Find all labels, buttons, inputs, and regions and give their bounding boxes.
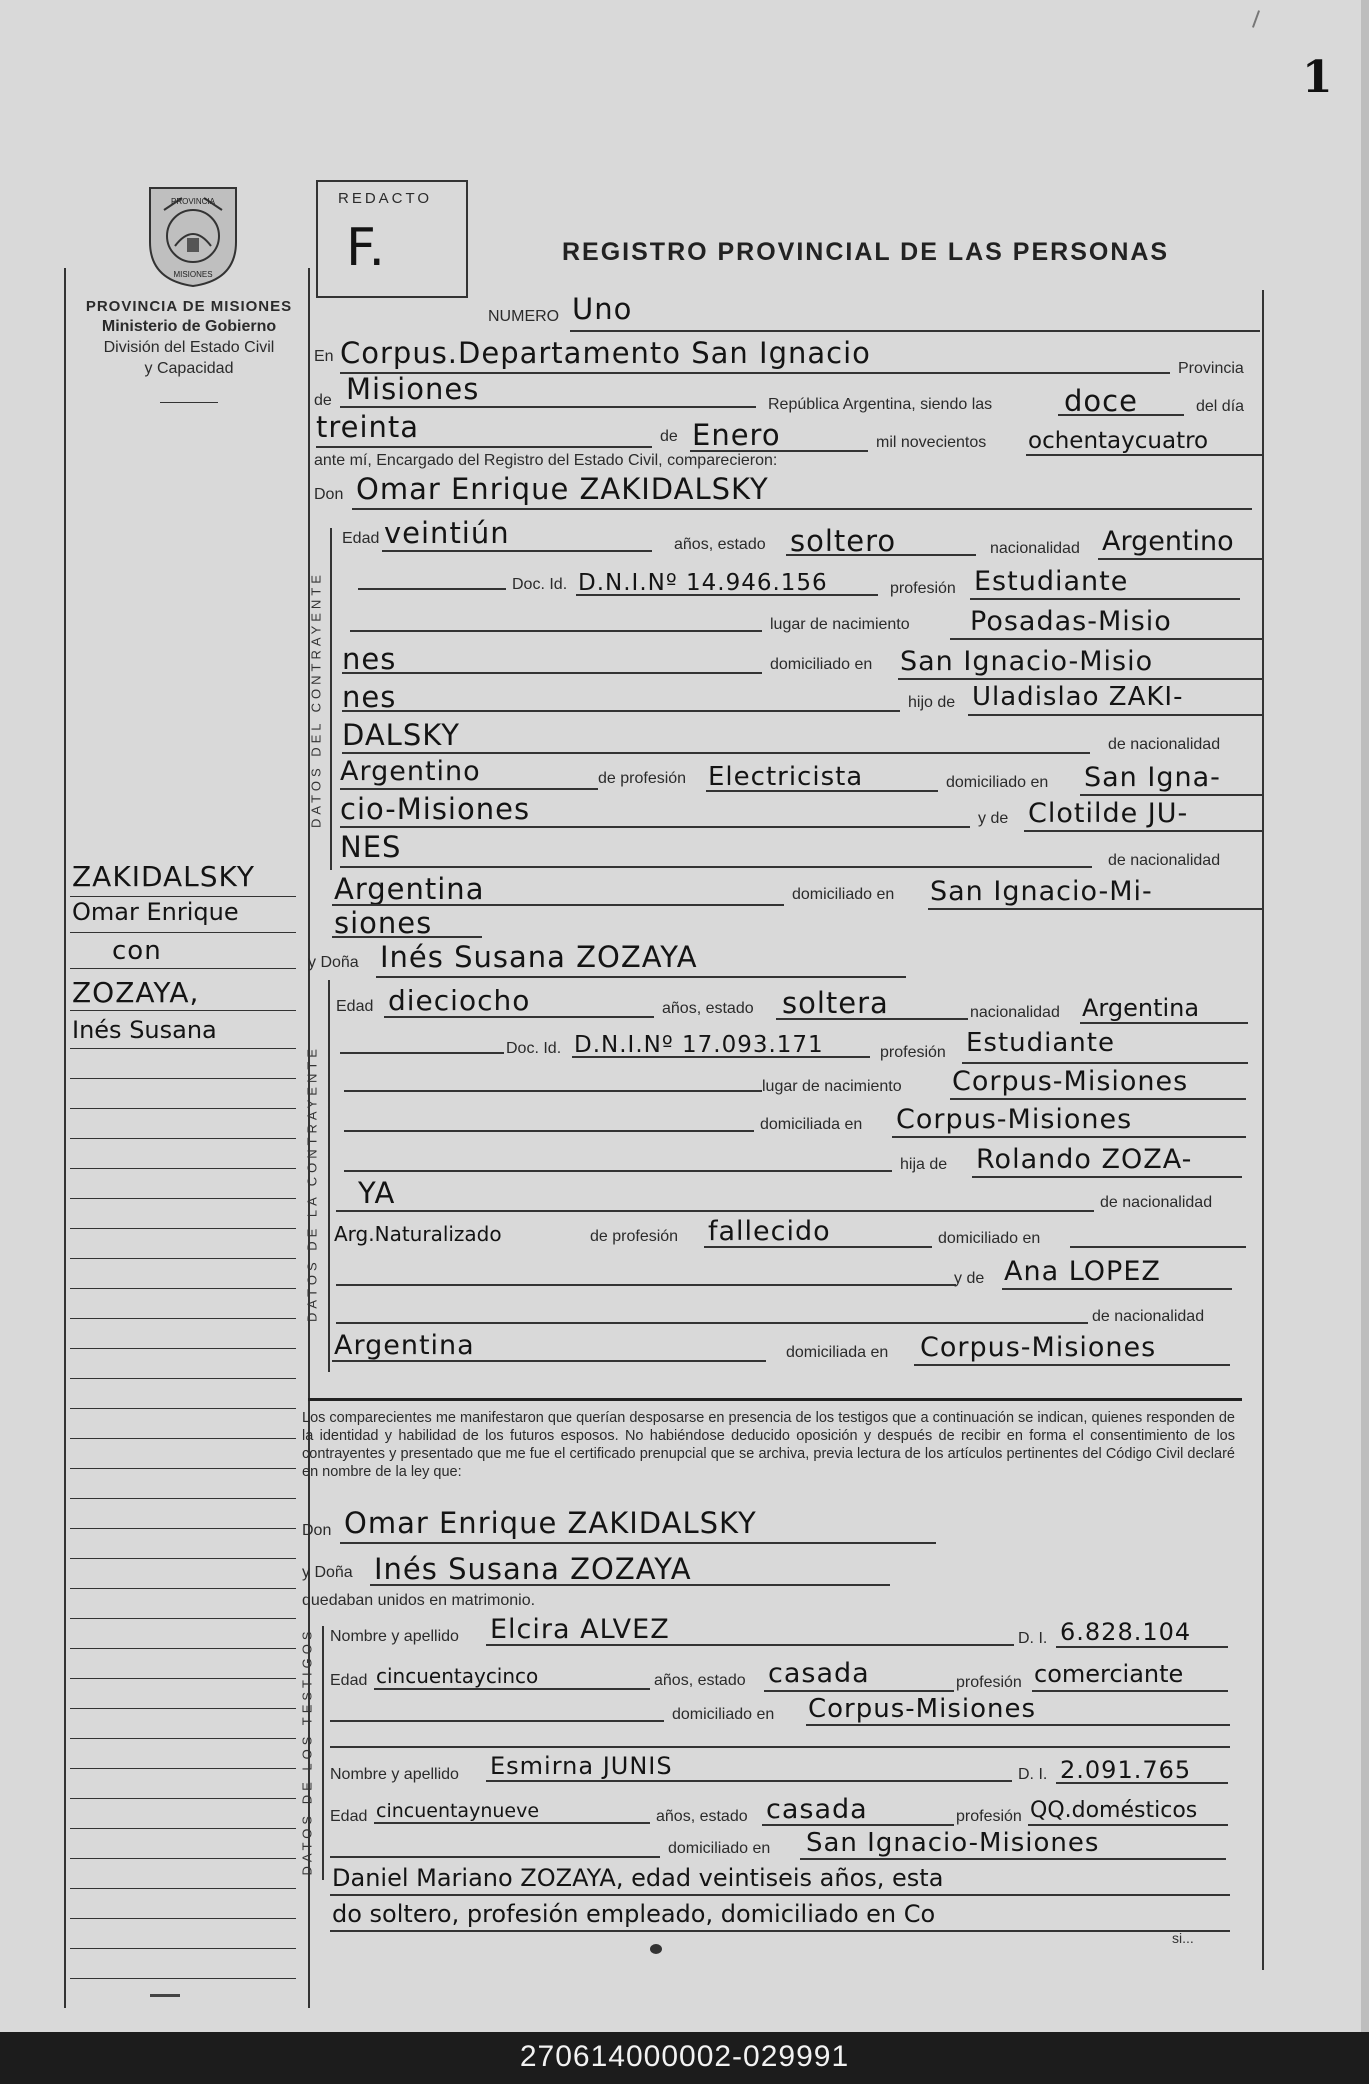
bride-mother: Ana LOPEZ <box>1004 1256 1161 1287</box>
w2-nombre-label: Nombre y apellido <box>330 1766 459 1783</box>
bride-y-de-label: y de <box>954 1270 985 1287</box>
margin-rule <box>70 1858 296 1859</box>
union-don-value: Omar Enrique ZAKIDALSKY <box>344 1506 757 1540</box>
margin-rule <box>70 1408 296 1409</box>
w1-domicilio-label: domiciliado en <box>672 1706 775 1723</box>
bride-nacionalidad-line <box>1080 1022 1248 1024</box>
margin-note-line-4: ZOZAYA, <box>72 976 200 1009</box>
bride-lugar-label: lugar de nacimiento <box>762 1078 902 1095</box>
w1-profesion-line <box>1032 1690 1228 1692</box>
bride-mother-nat: Argentina <box>334 1330 475 1361</box>
w2-edad-line <box>374 1822 650 1824</box>
groom-don-label: Don <box>314 486 344 503</box>
groom-lugar-value-1: Posadas-Misio <box>970 606 1172 637</box>
groom-section-bracket <box>330 528 332 870</box>
issuer-capacity: y Capacidad <box>144 360 234 377</box>
bride-profesion-value: Estudiante <box>966 1028 1115 1058</box>
w1-domicilio-line <box>806 1724 1230 1726</box>
groom-mother-2: NES <box>340 830 402 864</box>
groom-father-dom-1: San Igna- <box>1084 762 1221 793</box>
mil-label: mil novecientos <box>876 434 987 451</box>
w2-profesion-label: profesión <box>956 1808 1022 1825</box>
w1-extra-line <box>330 1746 1230 1748</box>
groom-lugar-lead-line <box>350 630 762 632</box>
bride-doc-label: Doc. Id. <box>506 1040 562 1057</box>
bride-father-dom-label: domiciliado en <box>938 1230 1041 1247</box>
groom-name: Omar Enrique ZAKIDALSKY <box>356 472 769 506</box>
groom-edad-line <box>382 550 652 552</box>
addendum-line-2: do soltero, profesión empleado, domiciliado en Co <box>332 1900 936 1928</box>
union-dona-label: y Doña <box>302 1564 353 1581</box>
groom-father-prof-line <box>706 790 938 792</box>
addendum-line-1: Daniel Mariano ZOZAYA, edad veintiseis años, esta <box>332 1864 944 1892</box>
content-right-border <box>1262 290 1264 1970</box>
republica-label: República Argentina, siendo las <box>768 396 993 413</box>
groom-edad-label: Edad <box>342 530 380 547</box>
ink-speck <box>150 1994 180 1997</box>
groom-lugar-value-2: nes <box>342 642 397 676</box>
bride-doc-line <box>572 1056 870 1058</box>
margin-rule <box>70 1348 296 1349</box>
groom-father-2: DALSKY <box>342 718 460 752</box>
margin-rule <box>70 1978 296 1979</box>
groom-mother-dom-2-line <box>332 936 482 938</box>
margin-rule <box>70 1948 296 1949</box>
margin-note-line-1: ZAKIDALSKY <box>72 860 256 893</box>
ink-speck <box>650 1944 662 1954</box>
bride-mother-line <box>1002 1288 1232 1290</box>
bride-name-line <box>376 976 906 978</box>
w2-di-value: 2.091.765 <box>1060 1756 1192 1784</box>
groom-estado-value: soltero <box>790 524 897 558</box>
groom-name-line <box>352 508 1252 510</box>
w2-anios-label: años, estado <box>656 1808 748 1825</box>
groom-section-label: DATOS DEL CONTRAYENTE <box>308 571 324 828</box>
groom-father-line <box>968 714 1262 716</box>
groom-mother-nat: Argentina <box>334 872 485 906</box>
margin-rule <box>70 1108 296 1109</box>
bride-mother-dom-line <box>914 1364 1230 1366</box>
groom-mother-line <box>1024 830 1262 832</box>
bride-father-prof-label: de profesión <box>590 1228 679 1245</box>
margin-rule-2 <box>70 932 296 933</box>
document-title: REGISTRO PROVINCIAL DE LAS PERSONAS <box>562 238 1170 266</box>
bride-domicilio-value: Corpus-Misiones <box>896 1104 1133 1135</box>
bride-section-bracket <box>328 980 330 1372</box>
groom-father-dom-line <box>1080 794 1262 796</box>
groom-domicilio-value-2: nes <box>342 680 397 714</box>
de-line <box>340 406 756 408</box>
witness-section-bracket <box>322 1626 324 1880</box>
margin-rule-3 <box>70 968 296 969</box>
margin-rule <box>70 1168 296 1169</box>
w1-edad-label: Edad <box>330 1672 368 1689</box>
bride-name: Inés Susana ZOZAYA <box>380 940 698 974</box>
margin-rule <box>70 1678 296 1679</box>
margin-rule <box>70 1588 296 1589</box>
w1-domicilio-value: Corpus-Misiones <box>808 1694 1037 1724</box>
bride-estado-value: soltera <box>782 986 889 1020</box>
hora-line <box>1058 414 1184 416</box>
margin-rule <box>70 1798 296 1799</box>
groom-father-prof: Electricista <box>708 762 864 792</box>
w2-dom-lead-line <box>330 1856 660 1858</box>
union-don-label: Don <box>302 1522 332 1539</box>
margin-rule <box>70 1198 296 1199</box>
margin-rule <box>70 1708 296 1709</box>
union-dona-value: Inés Susana ZOZAYA <box>374 1552 692 1586</box>
bride-nacionalidad-label: nacionalidad <box>970 1004 1060 1021</box>
bride-section-label: DATOS DE LA CONTRAYENTE <box>304 1045 320 1322</box>
seal-text-top: PROVINCIA <box>170 197 216 206</box>
w2-estado-line <box>762 1824 954 1826</box>
de-value: Misiones <box>346 372 480 406</box>
groom-hijo-label: hijo de <box>908 694 956 711</box>
groom-profesion-line <box>970 598 1240 600</box>
groom-father-nat-label: de nacionalidad <box>1108 736 1221 753</box>
margin-rule <box>70 1828 296 1829</box>
bride-estado-line <box>776 1018 968 1020</box>
w2-di-label: D. I. <box>1018 1766 1048 1783</box>
groom-edad-value: veintiún <box>384 516 510 550</box>
w2-domicilio-line <box>800 1858 1226 1860</box>
groom-nacionalidad-line <box>1098 558 1262 560</box>
margin-rule <box>70 1498 296 1499</box>
w1-profesion-value: comerciante <box>1034 1660 1184 1688</box>
dia-line <box>316 446 652 448</box>
bride-mother-dom-label: domiciliada en <box>786 1344 889 1361</box>
bride-mother-nat-lead-line <box>336 1322 1088 1324</box>
w1-nombre-line <box>486 1644 1014 1646</box>
margin-rule <box>70 1888 296 1889</box>
w1-edad-line <box>374 1688 650 1690</box>
bride-father-nat-line <box>336 1210 1094 1212</box>
margin-rule <box>70 1048 296 1049</box>
groom-y-de-label: y de <box>978 810 1009 827</box>
redacto-mark: F. <box>346 218 387 278</box>
w2-profesion-line <box>1028 1824 1228 1826</box>
anio-value: ochentaycuatro <box>1028 428 1209 454</box>
w1-dom-lead-line <box>330 1720 664 1722</box>
margin-rule <box>70 1378 296 1379</box>
provincia-label: Provincia <box>1178 360 1244 377</box>
groom-mother-dom-label: domiciliado en <box>792 886 895 903</box>
bride-father-dom-line <box>1070 1246 1246 1248</box>
corner-mark <box>1252 10 1260 28</box>
groom-lugar-line <box>950 638 1262 640</box>
groom-mother-nat-line <box>340 866 1092 868</box>
del-dia-label: del día <box>1196 398 1245 415</box>
groom-mother-nat-label: de nacionalidad <box>1108 852 1221 869</box>
w1-nombre-label: Nombre y apellido <box>330 1628 459 1645</box>
groom-mother-dom-line <box>928 908 1262 910</box>
de-mes-label: de <box>660 428 678 445</box>
bride-father-2: YA <box>358 1176 396 1210</box>
margin-rule <box>70 1228 296 1229</box>
groom-domicilio-label: domiciliado en <box>770 656 873 673</box>
bride-father-nat-label: de nacionalidad <box>1100 1194 1213 1211</box>
union-quedaban: quedaban unidos en matrimonio. <box>302 1592 536 1609</box>
bride-hija-label: hija de <box>900 1156 948 1173</box>
bride-profesion-line <box>962 1062 1248 1064</box>
w1-di-line <box>1056 1646 1228 1648</box>
groom-domicilio-value-1: San Ignacio-Misio <box>900 646 1154 677</box>
redacto-box <box>316 180 468 298</box>
groom-father-1: Uladislao ZAKI- <box>972 682 1184 712</box>
bride-lugar-value: Corpus-Misiones <box>952 1066 1189 1097</box>
margin-rule <box>70 1258 296 1259</box>
margin-note-line-3: con <box>112 936 162 966</box>
numero-value: Uno <box>572 292 633 326</box>
bride-anios-label: años, estado <box>662 1000 754 1017</box>
bride-domicilio-label: domiciliada en <box>760 1116 863 1133</box>
margin-rule <box>70 1138 296 1139</box>
w1-nombre-value: Elcira ALVEZ <box>490 1614 670 1645</box>
witness-section-label: DATOS DE LOS TESTIGOS <box>299 1627 315 1876</box>
addendum-line-3: si... <box>1172 1930 1194 1946</box>
declaration-paragraph: Los comparecientes me manifestaron que querían desposarse en presencia de los testigos que a continuación se indican, quienes responden de la identidad y habilidad de los futuros esposos. No habiéndose deducido oposición y después de recibir en forma el consentimiento de los contrayentes y presentado que me fue el certificado prenupcial que se archiva, previa lectura de los artículos pertinentes del Código Civil declaré en nombre de la ley que: <box>302 1410 1235 1480</box>
bride-domicilio-line <box>892 1136 1246 1138</box>
page-number: 1 <box>1302 52 1333 103</box>
hora-value: doce <box>1064 384 1138 418</box>
groom-profesion-label: profesión <box>890 580 956 597</box>
addendum-rule-2 <box>330 1930 1230 1932</box>
bride-hija-lead-line <box>344 1170 892 1172</box>
margin-rule <box>70 1438 296 1439</box>
groom-father-dom-label: domiciliado en <box>946 774 1049 791</box>
margin-rule <box>70 1078 296 1079</box>
w2-di-line <box>1056 1782 1228 1784</box>
union-dona-line <box>370 1584 890 1586</box>
en-value: Corpus.Departamento San Ignacio <box>340 336 871 370</box>
bride-edad-label: Edad <box>336 998 374 1015</box>
w2-edad-value: cincuentaynueve <box>376 1800 540 1822</box>
seal-text-bottom: MISIONES <box>173 270 213 279</box>
w2-profesion-value: QQ.domésticos <box>1030 1798 1198 1823</box>
margin-rule <box>70 1528 296 1529</box>
ante-mi-text: ante mí, Encargado del Registro del Estado Civil, comparecieron: <box>314 452 778 469</box>
margin-rule <box>70 1918 296 1919</box>
bride-father-1: Rolando ZOZA- <box>976 1144 1193 1175</box>
margin-rule <box>70 1738 296 1739</box>
groom-father-dom-2: cio-Misiones <box>340 792 531 826</box>
groom-father-nat: Argentino <box>340 756 481 787</box>
numero-line <box>570 330 1260 332</box>
de-label: de <box>314 392 332 409</box>
province-seal-icon <box>142 180 244 288</box>
margin-rule <box>70 1318 296 1319</box>
issuer-province: PROVINCIA DE MISIONES <box>85 298 293 315</box>
groom-father-prof-label: de profesión <box>598 770 687 787</box>
w1-edad-value: cincuentaycinco <box>376 1664 539 1688</box>
left-margin-border <box>64 268 66 2008</box>
groom-father-nat-value-line <box>340 788 598 790</box>
groom-nacionalidad-value: Argentino <box>1102 526 1234 557</box>
groom-mother-1: Clotilde JU- <box>1028 798 1189 829</box>
margin-rule-1 <box>70 896 296 897</box>
groom-doc-label: Doc. Id. <box>512 576 568 593</box>
w2-domicilio-label: domiciliado en <box>668 1840 771 1857</box>
bride-ydemother-lead-line <box>336 1284 956 1286</box>
bride-mother-nat-value-line <box>332 1360 766 1362</box>
bride-mother-nat-label: de nacionalidad <box>1092 1308 1205 1325</box>
groom-anios-label: años, estado <box>674 536 766 553</box>
bride-lugar-line <box>950 1098 1246 1100</box>
groom-ydemother-lead-line <box>340 826 970 828</box>
groom-profesion-value: Estudiante <box>974 566 1129 597</box>
margin-rule <box>70 1558 296 1559</box>
section-divider <box>308 1398 1242 1401</box>
bride-dom-lead-line <box>344 1130 754 1132</box>
margin-rule <box>70 1468 296 1469</box>
groom-nacionalidad-label: nacionalidad <box>990 540 1080 557</box>
numero-label: NUMERO <box>488 308 560 325</box>
groom-dom-lead-line <box>342 672 762 674</box>
margin-note-line-2: Omar Enrique <box>72 898 239 926</box>
bride-father-line <box>972 1176 1242 1178</box>
w2-nombre-line <box>486 1780 1012 1782</box>
archive-code: 270614000002-029991 <box>519 2040 850 2073</box>
groom-estado-line <box>786 554 976 556</box>
margin-rule <box>70 1768 296 1769</box>
w1-anios-label: años, estado <box>654 1672 746 1689</box>
bride-dona-label: y Doña <box>308 954 359 971</box>
w2-domicilio-value: San Ignacio-Misiones <box>806 1828 1100 1858</box>
w2-edad-label: Edad <box>330 1808 368 1825</box>
margin-note-line-5: Inés Susana <box>72 1016 217 1044</box>
w1-estado-line <box>764 1690 954 1692</box>
issuer-division: División del Estado Civil <box>103 339 275 356</box>
margin-rule-4 <box>70 1010 296 1011</box>
groom-father-nat-line <box>342 752 1090 754</box>
dia-value: treinta <box>316 410 420 444</box>
w2-estado-value: casada <box>766 1794 868 1825</box>
bride-nacionalidad-value: Argentina <box>1082 994 1200 1022</box>
w1-estado-value: casada <box>768 1658 870 1689</box>
issuer-ministry: Ministerio de Gobierno <box>101 318 277 335</box>
w2-nombre-value: Esmirna JUNIS <box>490 1752 673 1780</box>
bride-doc-value: D.N.I.Nº 17.093.171 <box>574 1032 824 1058</box>
issuer-divider <box>160 402 218 403</box>
groom-doc-lead-line <box>358 588 506 590</box>
bride-profesion-label: profesión <box>880 1044 946 1061</box>
bride-father-nat: Arg.Naturalizado <box>334 1222 502 1246</box>
addendum-rule-1 <box>330 1894 1230 1896</box>
bride-edad-line <box>384 1016 654 1018</box>
bride-mother-dom: Corpus-Misiones <box>920 1332 1157 1363</box>
groom-mother-dom-1: San Ignacio-Mi- <box>930 876 1153 907</box>
bride-edad-value: dieciocho <box>388 984 531 1017</box>
mes-value: Enero <box>692 418 781 452</box>
w1-di-label: D. I. <box>1018 1630 1048 1647</box>
w1-di-value: 6.828.104 <box>1060 1618 1192 1646</box>
margin-rule <box>70 1648 296 1649</box>
w1-profesion-label: profesión <box>956 1674 1022 1691</box>
anio-line <box>1026 454 1262 456</box>
redacto-label: REDACTO <box>338 190 433 207</box>
margin-rule <box>70 1288 296 1289</box>
bride-doc-lead-line <box>340 1052 504 1054</box>
bride-father-prof-line <box>704 1246 932 1248</box>
en-label: En <box>314 348 334 365</box>
groom-doc-value: D.N.I.Nº 14.946.156 <box>578 570 828 596</box>
union-don-line <box>340 1542 936 1544</box>
bride-father-prof: fallecido <box>708 1216 831 1247</box>
groom-lugar-label: lugar de nacimiento <box>770 616 910 633</box>
page-spine <box>1361 0 1369 2032</box>
groom-domicilio-line <box>898 678 1262 680</box>
groom-hijo-lead-line <box>342 710 900 712</box>
groom-mother-dom-2: siones <box>334 906 433 940</box>
groom-doc-line <box>576 594 878 596</box>
bride-lugar-lead-line <box>344 1090 762 1092</box>
margin-rule <box>70 1618 296 1619</box>
